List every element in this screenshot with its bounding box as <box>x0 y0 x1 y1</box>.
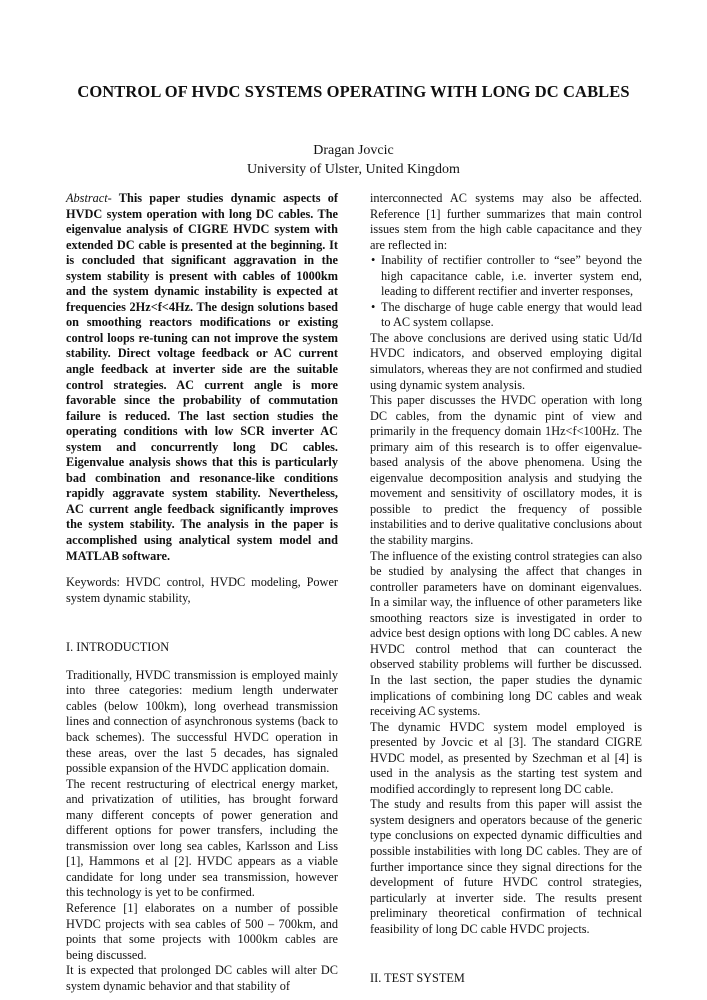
paragraph: The influence of the existing control strategies can also be studied by analysing the affect that changes in controller parameters have on dominant eigenvalues. In a similar way, the influence of other parameters like smoothing reactors size is investigated in order to advice best design options with long DC cables. A new HVDC control method that can counteract the observed stability problems will further be discussed. In the last section, the paper studies the dynamic implications of combining long DC cables and weak receiving AC systems. <box>370 548 642 719</box>
abstract-text: This paper studies dynamic aspects of HVDC system operation with long DC cables. The eigenvalue analysis of CIGRE HVDC system with extended DC cable is presented at the beginning. It is concluded that significant aggravation in the system stability is present with cables of 1000km and the system dynamic instability is expected at frequencies 2Hz<f<4Hz. The design solutions based on smoothing reactors modifications or existing control loops re-tuning can not improve the system stability. Direct voltage feedback or AC current angle feedback at inverter side are the suitable control strategies. AC current angle is more favorable since the probability of commutation failure is reduced. The last section studies the operating conditions with low SCR inverter AC system and concurrently long DC cables. Eigenvalue analysis shows that this is particularly bad combination and resonance-like conditions rapidly aggravate system stability. Nevertheless, AC current angle feedback significantly improves the system stability. The analysis in the paper is accomplished using analytical system model and MATLAB software. <box>66 191 338 563</box>
bullet-list <box>370 253 642 331</box>
paragraph: Traditionally, HVDC transmission is employed mainly into three categories: medium length underwater cables (below 100km), long overhead transmission lines and connection of asynchronous systems (back to back schemes). The successful HVDC operation in these areas, over the last 5 decades, has signaled possible expansion of the HVDC application domain. <box>66 667 338 776</box>
paragraph: The dynamic HVDC system model employed is presented by Jovcic et al [3]. The standard CIGRE HVDC model, as presented by Szechman et al [4] is used in the analysis as the starting test system and modified accordingly to represent long DC cable. <box>370 719 642 796</box>
paragraph: The study and results from this paper will assist the system designers and operators because of the generic type conclusions on expected dynamic difficulties and possible instabilities with long DC cables. They are of further importance since they signal directions for the development of future HVDC control strategies, particularly at inverter side. The results present preliminary theoretical confirmation of technical feasibility of long DC cable HVDC projects. <box>370 797 642 936</box>
paragraph: The above conclusions are derived using static Ud/Id HVDC indicators, and observed employing digital simulators, whereas they are not confirmed and studied using dynamic system analysis. <box>370 330 642 392</box>
paragraph: This paper discusses the HVDC operation with long DC cables, from the dynamic pint of view and primarily in the frequency domain 1Hz<f<100Hz. The primary aim of this research is to offer eigenvalue-based analysis of the above phenomena. Using the eigenvalue decomposition analysis and studying the movement and sensitivity of oscillatory modes, it is possible to predict the frequency of possible instabilities and to derive qualitative conclusions about the stability margins. <box>370 393 642 548</box>
author-block <box>0 141 707 179</box>
author-affiliation: University of Ulster, United Kingdom <box>247 162 460 177</box>
paragraph: Reference [1] elaborates on a number of possible HVDC projects with sea cables of 500 – 700km, and points that some projects with 1000km cables are being discussed. <box>66 900 338 962</box>
keywords: Keywords: HVDC control, HVDC modeling, Power system dynamic stability, <box>66 575 338 605</box>
paper-title: CONTROL OF HVDC SYSTEMS OPERATING WITH LONG DC CABLES <box>77 82 630 101</box>
paragraph: interconnected AC systems may also be affected. Reference [1] further summarizes that main control issues stem from the high cable capacitance and they are reflected in: <box>370 191 642 252</box>
author-name: Dragan Jovcic <box>313 143 394 158</box>
paragraph: The recent restructuring of electrical energy market, and privatization of utilities, has brought forward many different concepts of power generation and different options for power transfers, including the transmission over long sea cables, Karlsson and Liss [1], Hammons et al [2]. HVDC appears as a viable candidate for long under sea transmission, however this technology is yet to be confirmed. <box>66 776 338 900</box>
right-column <box>370 191 642 999</box>
section-heading-introduction: I. INTRODUCTION <box>66 640 170 655</box>
paragraph: It is expected that prolonged DC cables will alter DC system dynamic behavior and that stability of <box>66 963 338 993</box>
bullet-item: • Inability of rectifier controller to “see” beyond the high capacitance cable, i.e. inverter system end, leading to different rectifier and inverter responses, <box>381 253 642 300</box>
abstract <box>66 191 338 564</box>
section-heading-test-system: II. TEST SYSTEM <box>370 971 465 986</box>
bullet-item: • The discharge of huge cable energy that would lead to AC system collapse. <box>381 300 642 331</box>
abstract-label: Abstract- <box>66 191 112 205</box>
left-column <box>66 191 338 994</box>
